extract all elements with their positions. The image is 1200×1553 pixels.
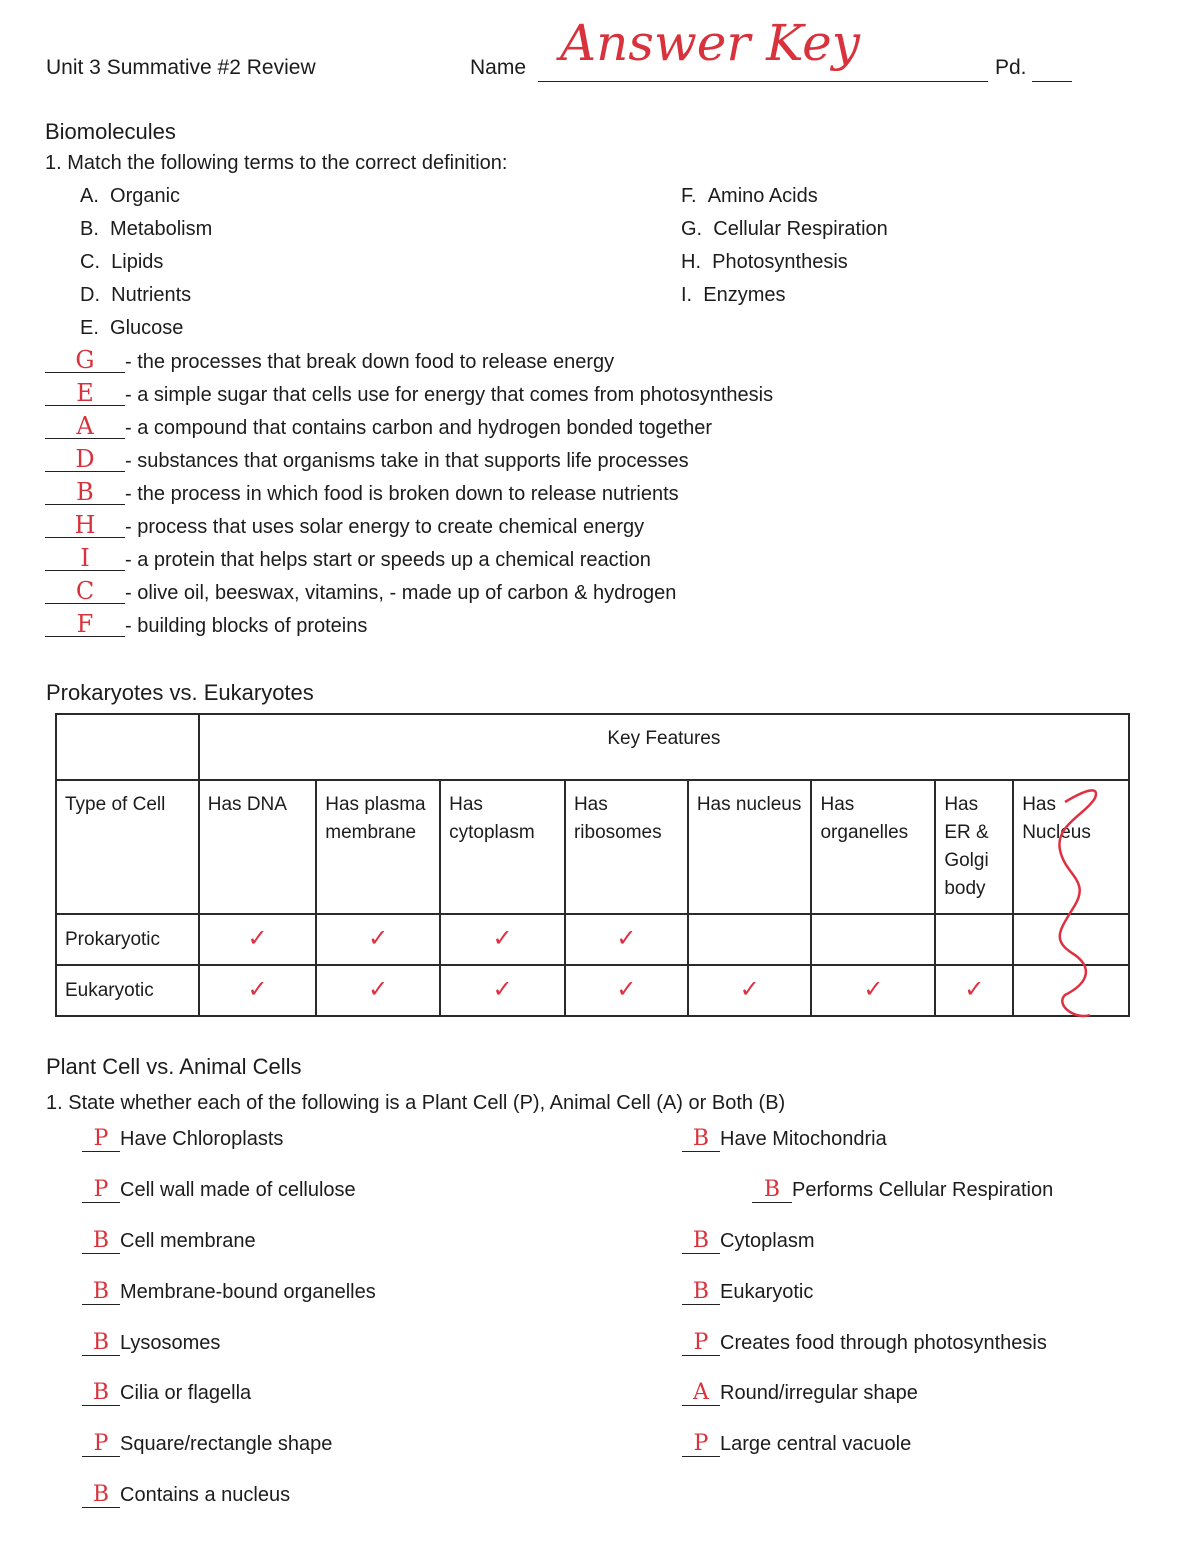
row-label: Eukaryotic bbox=[56, 965, 199, 1016]
feature-header: Has DNA bbox=[199, 780, 317, 914]
answer-blank[interactable]: E bbox=[45, 381, 125, 406]
pa-item bbox=[682, 1330, 1047, 1356]
key-features-label: Key Features bbox=[199, 714, 1129, 780]
pa-answer-blank[interactable]: B bbox=[682, 1228, 720, 1254]
pa-item bbox=[682, 1279, 813, 1305]
check-mark: ✓ bbox=[368, 975, 389, 1003]
check-mark: ✓ bbox=[964, 975, 985, 1003]
cells-heading: Prokaryotes vs. Eukaryotes bbox=[46, 680, 314, 705]
pa-item-text: Round/irregular shape bbox=[720, 1382, 918, 1404]
feature-header: Has plasma membrane bbox=[316, 780, 440, 914]
feature-header: Has nucleus bbox=[688, 780, 812, 914]
term-letter: D. bbox=[80, 284, 100, 306]
check-mark: ✓ bbox=[739, 975, 760, 1003]
biomolecules-instruction: 1. Match the following terms to the correct definition: bbox=[45, 152, 508, 174]
definition-row bbox=[45, 480, 679, 506]
feature-header-text: Has Nucleus bbox=[1022, 794, 1091, 843]
term-item bbox=[681, 284, 786, 307]
check-cell[interactable] bbox=[688, 914, 812, 965]
pa-item bbox=[752, 1177, 1053, 1203]
worksheet-title: Unit 3 Summative #2 Review bbox=[46, 56, 316, 79]
definition-text: - olive oil, beeswax, vitamins, - made up of carbon & hydrogen bbox=[125, 582, 677, 604]
pa-answer-blank[interactable]: B bbox=[82, 1482, 120, 1508]
term-item bbox=[681, 185, 818, 208]
pa-answer-blank[interactable]: P bbox=[82, 1177, 120, 1203]
pa-item bbox=[82, 1380, 251, 1406]
pa-item-text: Cilia or flagella bbox=[120, 1382, 252, 1404]
check-mark: ✓ bbox=[863, 975, 884, 1003]
pa-item bbox=[682, 1380, 918, 1406]
pa-answer-blank[interactable]: A bbox=[682, 1380, 720, 1406]
pa-item-text: Cell wall made of cellulose bbox=[120, 1179, 356, 1201]
term-text: Photosynthesis bbox=[712, 251, 848, 273]
definition-row bbox=[45, 546, 651, 572]
pa-answer-blank[interactable]: B bbox=[82, 1279, 120, 1305]
table-header-row bbox=[56, 714, 1129, 780]
check-mark: ✓ bbox=[492, 975, 513, 1003]
definition-row bbox=[45, 381, 773, 407]
definition-row bbox=[45, 612, 367, 638]
pa-item bbox=[82, 1482, 290, 1508]
pa-answer-blank[interactable]: P bbox=[682, 1330, 720, 1356]
name-label: Name bbox=[470, 56, 527, 79]
check-cell[interactable] bbox=[316, 914, 440, 965]
term-letter: A. bbox=[80, 185, 99, 207]
term-text: Cellular Respiration bbox=[713, 218, 888, 240]
term-item bbox=[80, 317, 183, 340]
definition-text: - a simple sugar that cells use for energy that comes from photosynthesis bbox=[125, 384, 774, 406]
pa-item-text: Large central vacuole bbox=[720, 1433, 912, 1455]
check-cell[interactable] bbox=[440, 965, 565, 1016]
check-mark: ✓ bbox=[492, 924, 513, 952]
term-item bbox=[681, 251, 848, 274]
period-line bbox=[1032, 81, 1072, 82]
definition-text: - a compound that contains carbon and hydrogen bonded together bbox=[125, 417, 713, 439]
table-row bbox=[56, 914, 1129, 965]
term-text: Metabolism bbox=[110, 218, 213, 240]
definition-row bbox=[45, 348, 614, 374]
definition-row bbox=[45, 579, 676, 605]
term-item bbox=[80, 185, 180, 208]
pa-item bbox=[82, 1279, 376, 1305]
check-mark: ✓ bbox=[616, 924, 637, 952]
pa-answer-blank[interactable]: B bbox=[82, 1228, 120, 1254]
answer-blank[interactable]: H bbox=[45, 513, 125, 538]
pa-item bbox=[682, 1126, 887, 1152]
squiggle-strike-mark bbox=[1015, 780, 1130, 1025]
term-letter: C. bbox=[80, 251, 100, 273]
definition-text: - process that uses solar energy to create chemical energy bbox=[125, 516, 645, 538]
term-text: Lipids bbox=[111, 251, 164, 273]
pa-item-text: Have Chloroplasts bbox=[120, 1128, 284, 1150]
term-letter: F. bbox=[681, 185, 697, 207]
empty-corner-cell bbox=[56, 714, 199, 780]
period-label: Pd. bbox=[995, 56, 1027, 79]
answer-blank[interactable]: G bbox=[45, 348, 125, 373]
check-cell[interactable] bbox=[935, 914, 1013, 965]
pa-answer-blank[interactable]: B bbox=[752, 1177, 792, 1203]
pa-item-text: Membrane-bound organelles bbox=[120, 1281, 376, 1303]
pa-item-text: Cell membrane bbox=[120, 1230, 256, 1252]
pa-item-text: Cytoplasm bbox=[720, 1230, 815, 1252]
pa-item-text: Have Mitochondria bbox=[720, 1128, 887, 1150]
answer-blank[interactable]: B bbox=[45, 480, 125, 505]
pa-item-text: Eukaryotic bbox=[720, 1281, 814, 1303]
pa-item bbox=[682, 1431, 911, 1457]
term-item bbox=[80, 284, 191, 307]
check-mark: ✓ bbox=[247, 924, 268, 952]
pa-answer-blank[interactable]: P bbox=[82, 1431, 120, 1457]
term-text: Glucose bbox=[110, 317, 184, 339]
cell-comparison-table bbox=[55, 713, 1130, 1017]
type-of-cell-label: Type of Cell bbox=[56, 780, 199, 914]
definition-row bbox=[45, 414, 712, 440]
check-cell[interactable] bbox=[565, 914, 688, 965]
table-row bbox=[56, 965, 1129, 1016]
term-item bbox=[80, 251, 163, 274]
answer-blank[interactable]: I bbox=[45, 546, 125, 571]
definition-text: - the process in which food is broken down to release nutrients bbox=[125, 483, 679, 505]
pa-item bbox=[82, 1330, 220, 1356]
check-mark: ✓ bbox=[247, 975, 268, 1003]
term-text: Enzymes bbox=[703, 284, 786, 306]
feature-header: Has cytoplasm bbox=[440, 780, 565, 914]
definition-row bbox=[45, 447, 689, 473]
check-cell[interactable] bbox=[811, 914, 935, 965]
plant-animal-heading: Plant Cell vs. Animal Cells bbox=[46, 1054, 302, 1079]
name-answer-handwritten: Answer Key bbox=[560, 14, 860, 72]
check-cell[interactable] bbox=[316, 965, 440, 1016]
pa-item-text: Contains a nucleus bbox=[120, 1484, 291, 1506]
pa-item bbox=[682, 1228, 814, 1254]
pa-item bbox=[82, 1431, 332, 1457]
feature-header: Has ribosomes bbox=[565, 780, 688, 914]
pa-item bbox=[82, 1177, 356, 1203]
definition-text: - substances that organisms take in that supports life processes bbox=[125, 450, 689, 472]
row-label: Prokaryotic bbox=[56, 914, 199, 965]
pa-answer-blank[interactable]: B bbox=[682, 1279, 720, 1305]
term-item bbox=[681, 218, 888, 241]
term-item bbox=[80, 218, 212, 241]
pa-answer-blank[interactable]: B bbox=[82, 1330, 120, 1356]
definition-text: - building blocks of proteins bbox=[125, 615, 368, 637]
answer-blank[interactable]: A bbox=[45, 414, 125, 439]
pa-item-text: Creates food through photosynthesis bbox=[720, 1332, 1047, 1354]
answer-blank[interactable]: C bbox=[45, 579, 125, 604]
biomolecules-heading: Biomolecules bbox=[45, 119, 176, 144]
term-text: Nutrients bbox=[111, 284, 192, 306]
term-text: Amino Acids bbox=[707, 185, 818, 207]
term-letter: G. bbox=[681, 218, 703, 240]
check-cell[interactable] bbox=[199, 914, 317, 965]
definition-text: - the processes that break down food to release energy bbox=[125, 351, 615, 373]
definition-text: - a protein that helps start or speeds up a chemical reaction bbox=[125, 549, 651, 571]
check-cell[interactable] bbox=[688, 965, 812, 1016]
answer-blank[interactable]: D bbox=[45, 447, 125, 472]
check-cell[interactable] bbox=[565, 965, 688, 1016]
pa-item bbox=[82, 1126, 283, 1152]
check-cell[interactable] bbox=[811, 965, 935, 1016]
pa-answer-blank[interactable]: P bbox=[82, 1126, 120, 1152]
pa-answer-blank[interactable]: B bbox=[82, 1380, 120, 1406]
table-feature-row bbox=[56, 780, 1129, 914]
term-letter: B. bbox=[80, 218, 99, 240]
feature-header: Has organelles bbox=[811, 780, 935, 914]
check-mark: ✓ bbox=[368, 924, 389, 952]
check-mark: ✓ bbox=[616, 975, 637, 1003]
definition-row bbox=[45, 513, 644, 539]
pa-answer-blank[interactable]: B bbox=[682, 1126, 720, 1152]
check-cell[interactable] bbox=[935, 965, 1013, 1016]
term-letter: E. bbox=[80, 317, 99, 339]
pa-item bbox=[82, 1228, 256, 1254]
answer-blank[interactable]: F bbox=[45, 612, 125, 637]
check-cell[interactable] bbox=[440, 914, 565, 965]
pa-item-text: Lysosomes bbox=[120, 1332, 221, 1354]
pa-answer-blank[interactable]: P bbox=[682, 1431, 720, 1457]
pa-item-text: Performs Cellular Respiration bbox=[792, 1179, 1054, 1201]
term-letter: I. bbox=[681, 284, 693, 306]
term-text: Organic bbox=[110, 185, 181, 207]
feature-header: Has ER & Golgi body bbox=[935, 780, 1013, 914]
term-letter: H. bbox=[681, 251, 701, 273]
plant-animal-instruction: 1. State whether each of the following is a Plant Cell (P), Animal Cell (A) or Both (B) bbox=[46, 1092, 786, 1114]
pa-item-text: Square/rectangle shape bbox=[120, 1433, 333, 1455]
check-cell[interactable] bbox=[199, 965, 317, 1016]
name-line bbox=[538, 81, 988, 82]
